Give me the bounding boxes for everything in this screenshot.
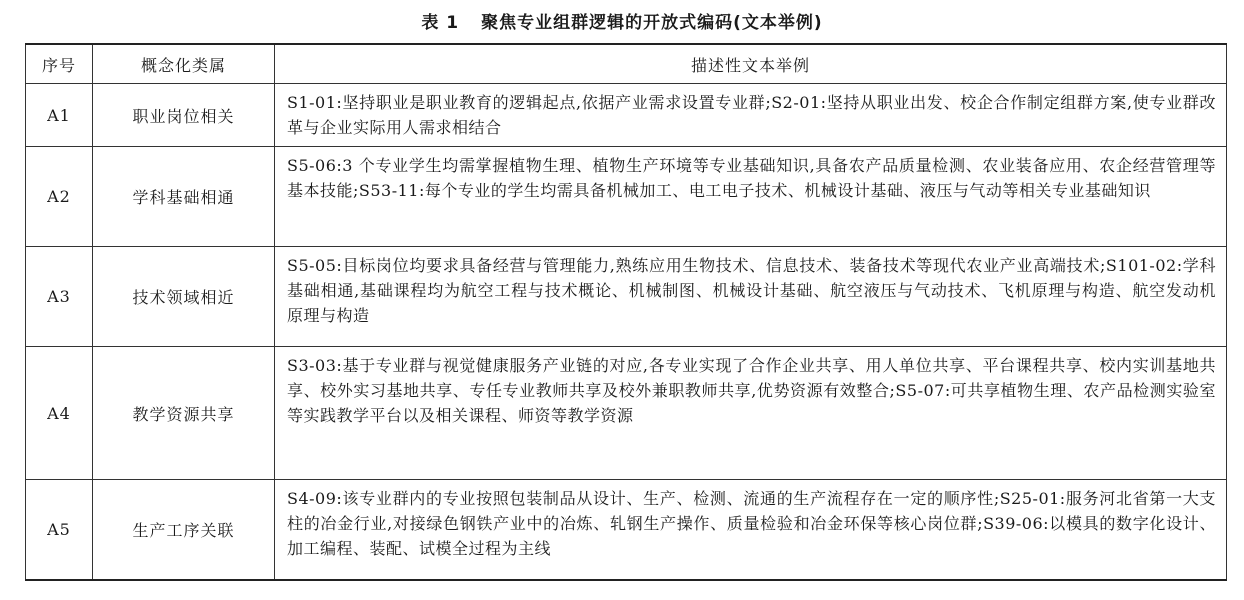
row-category: 学科基础相通 (93, 147, 275, 247)
header-descriptive-text: 描述性文本举例 (275, 44, 1227, 84)
table-row (26, 84, 1227, 147)
row-description: S4-09:该专业群内的专业按照包装制品从设计、生产、检测、流通的生产流程存在一定的顺序性;S25-01:服务河北省第一大支柱的冶金行业,对接绿色钢铁产业中的冶炼、轧钢生产操作、质量检验和冶金环保等核心岗位群;S39-06:以模具的数字化设计、加工编程、装配、试模全过程为主线 (275, 480, 1227, 580)
table-number: 表 1 (421, 13, 460, 33)
row-category: 职业岗位相关 (93, 84, 275, 147)
row-category: 技术领域相近 (93, 247, 275, 347)
table-header-row (26, 44, 1227, 84)
row-serial-number: A4 (26, 347, 93, 480)
header-serial-number: 序号 (26, 44, 93, 84)
table-row (26, 480, 1227, 580)
row-description: S5-05:目标岗位均要求具备经营与管理能力,熟练应用生物技术、信息技术、装备技术等现代农业产业高端技术;S101-02:学科基础相通,基础课程均为航空工程与技术概论、机械制图、机械设计基础、航空液压与气动技术、飞机原理与构造、航空发动机原理与构造 (275, 247, 1227, 347)
table-row (26, 147, 1227, 247)
coding-table (25, 43, 1227, 581)
table-caption (0, 8, 1244, 33)
header-concept-category: 概念化类属 (93, 44, 275, 84)
row-serial-number: A3 (26, 247, 93, 347)
row-description: S5-06:3 个专业学生均需掌握植物生理、植物生产环境等专业基础知识,具备农产品质量检测、农业装备应用、农企经营管理等基本技能;S53-11:每个专业的学生均需具备机械加工、电工电子技术、机械设计基础、液压与气动等相关专业基础知识 (275, 147, 1227, 247)
row-category: 教学资源共享 (93, 347, 275, 480)
row-description: S3-03:基于专业群与视觉健康服务产业链的对应,各专业实现了合作企业共享、用人单位共享、平台课程共享、校内实训基地共享、校外实习基地共享、专任专业教师共享及校外兼职教师共享,优势资源有效整合;S5-07:可共享植物生理、农产品检测实验室等实践教学平台以及相关课程、师资等教学资源 (275, 347, 1227, 480)
row-category: 生产工序关联 (93, 480, 275, 580)
row-serial-number: A2 (26, 147, 93, 247)
table-row (26, 347, 1227, 480)
table-title: 聚焦专业组群逻辑的开放式编码(文本举例) (481, 13, 823, 33)
row-description: S1-01:坚持职业是职业教育的逻辑起点,依据产业需求设置专业群;S2-01:坚持从职业出发、校企合作制定组群方案,使专业群改革与企业实际用人需求相结合 (275, 84, 1227, 147)
row-serial-number: A5 (26, 480, 93, 580)
row-serial-number: A1 (26, 84, 93, 147)
table-row (26, 247, 1227, 347)
